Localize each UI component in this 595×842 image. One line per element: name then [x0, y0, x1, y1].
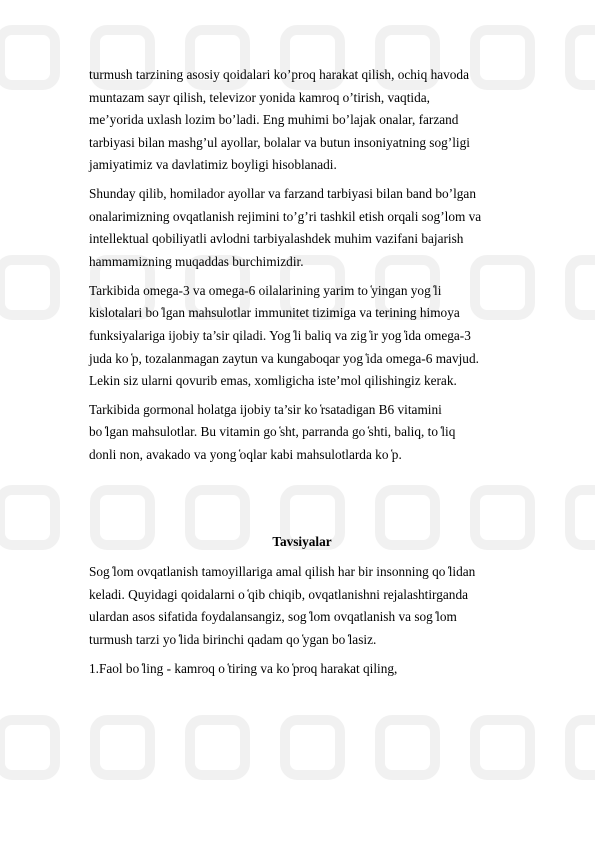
paragraph-recommendations-intro [89, 561, 509, 651]
paragraph-vitamin-b6 [89, 399, 509, 467]
text-line: donli non, avakado va yong ̒oqlar kabi mahsulotlarda ko ̒p. [89, 447, 402, 463]
text-line: intellektual qobiliyatli avlodni tarbiyalashdek muhim vazifani bajarish [89, 231, 464, 247]
text-line: Lekin siz ularni qovurib emas, xomligicha iste’mol qilishingiz kerak. [89, 373, 457, 389]
text-line: juda ko ̒p, tozalanmagan zaytun va kungaboqar yog ̒ida omega-6 mavjud. [89, 350, 479, 366]
list-item-1 [89, 658, 509, 681]
text-line: tarbiyasi bilan mashg’ul ayollar, bolalar va butun insoniyatning sog’ligi [89, 134, 470, 150]
text-line: 1.Faol bo ̒ling - kamroq o ̒tiring va ko ̒proq harakat qiling, [89, 660, 398, 676]
text-line: turmush tarzi yo ̒lida birinchi qadam qo ̒ygan bo ̒lasiz. [89, 632, 377, 648]
section-heading: Tavsiyalar [272, 533, 332, 549]
paragraph-healthy-lifestyle [89, 64, 509, 177]
text-line: Sog ̒lom ovqatlanish tamoyillariga amal qilish har bir insonning qo ̒lidan [89, 564, 476, 580]
text-line: hammamizning muqaddas burchimizdir. [89, 253, 304, 269]
paragraph-nutrition-duty [89, 183, 509, 273]
text-line: keladi. Quyidagi qoidalarni o ̒qib chiqib, ovqatlanishni rejalashtirganda [89, 586, 468, 602]
text-line: Tarkibida omega-3 va omega-6 oilalarining yarim to ̒yingan yog ̒li [89, 282, 442, 298]
text-line: kislotalari bo ̒lgan mahsulotlar immunitet tizimiga va terining himoya [89, 305, 460, 321]
text-line: Shunday qilib, homilador ayollar va farzand tarbiyasi bilan band bo’lgan [89, 186, 476, 202]
text-line: muntazam sayr qilish, televizor yonida kamroq o’tirish, vaqtida, [89, 89, 430, 105]
text-line: funksiyalariga ijobiy ta’sir qiladi. Yog ̒li baliq va zig ̒ir yog ̒ida omega-3 [89, 327, 471, 343]
text-line: bo ̒lgan mahsulotlar. Bu vitamin go ̒sht, parranda go ̒shti, baliq, to ̒liq [89, 424, 456, 440]
text-line: me’yorida uxlash lozim bo’ladi. Eng muhimi bo’lajak onalar, farzand [89, 112, 459, 128]
text-line: ulardan asos sifatida foydalansangiz, sog ̒lom ovqatlanish va sog ̒lom [89, 609, 457, 625]
paragraph-omega-fats [89, 280, 509, 393]
text-line: onalarimizning ovqatlanish rejimini to’g’ri tashkil etish orqali sog’lom va [89, 208, 482, 224]
text-line: jamiyatimiz va davlatimiz boyligi hisoblanadi. [89, 157, 337, 173]
text-line: turmush tarzining asosiy qoidalari ko’proq harakat qilish, ochiq havoda [89, 67, 469, 82]
text-line: Tarkibida gormonal holatga ijobiy ta’sir ko ̒rsatadigan B6 vitamini [89, 401, 442, 417]
document-page [89, 64, 509, 680]
